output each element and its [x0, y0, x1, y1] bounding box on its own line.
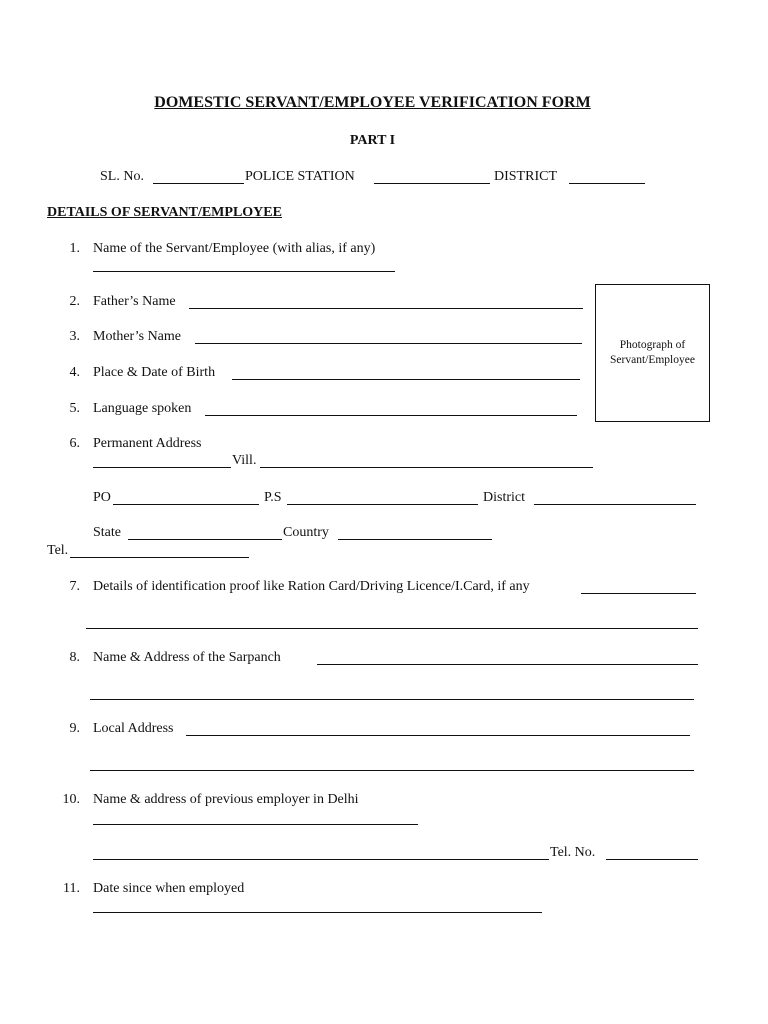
part-label: PART I	[349, 133, 396, 148]
sarpanch-label: Name & Address of the Sarpanch	[93, 650, 281, 665]
ps-label: P.S	[264, 490, 282, 505]
vill-label: Vill.	[232, 453, 257, 468]
servant-name-field[interactable]	[93, 271, 395, 272]
photograph-box	[595, 284, 710, 422]
previous-employer-label: Name & address of previous employer in Delhi	[93, 792, 359, 807]
language-label: Language spoken	[93, 401, 192, 416]
sarpanch-field-line2[interactable]	[90, 699, 694, 700]
item-number-1: 1.	[69, 241, 80, 256]
local-address-label: Local Address	[93, 721, 174, 736]
permanent-address-field[interactable]	[93, 467, 231, 468]
section-title: DETAILS OF SERVANT/EMPLOYEE	[47, 205, 282, 220]
item-number-3: 3.	[69, 329, 80, 344]
district-label: DISTRICT	[494, 169, 557, 184]
previous-employer-field-line2[interactable]	[93, 859, 549, 860]
vill-field[interactable]	[260, 467, 593, 468]
id-proof-field[interactable]	[581, 593, 696, 594]
po-field[interactable]	[113, 504, 259, 505]
form-title: DOMESTIC SERVANT/EMPLOYEE VERIFICATION FORM	[154, 94, 591, 111]
country-field[interactable]	[338, 539, 492, 540]
local-address-field[interactable]	[186, 735, 690, 736]
sarpanch-field[interactable]	[317, 664, 698, 665]
item-number-9: 9.	[69, 721, 80, 736]
address-district-field[interactable]	[534, 504, 696, 505]
address-district-label: District	[483, 490, 525, 505]
local-address-field-line2[interactable]	[90, 770, 694, 771]
tel-label: Tel.	[47, 543, 69, 558]
item-number-11: 11.	[63, 881, 80, 896]
ps-field[interactable]	[287, 504, 478, 505]
tel-field[interactable]	[70, 557, 249, 558]
previous-employer-field[interactable]	[93, 824, 418, 825]
item-number-6: 6.	[69, 436, 80, 451]
item-number-7: 7.	[69, 579, 80, 594]
tel-no-label: Tel. No.	[550, 845, 596, 860]
item-number-8: 8.	[69, 650, 80, 665]
birth-place-date-field[interactable]	[232, 379, 580, 380]
item-number-10: 10.	[62, 792, 80, 807]
id-proof-label: Details of identification proof like Ration Card/Driving Licence/I.Card, if any	[93, 579, 530, 594]
fathers-name-label: Father’s Name	[93, 294, 176, 309]
permanent-address-label: Permanent Address	[93, 436, 202, 451]
item-number-2: 2.	[69, 294, 80, 309]
po-label: PO	[93, 490, 111, 505]
photo-caption-line2: Servant/Employee	[610, 354, 695, 366]
birth-place-date-label: Place & Date of Birth	[93, 365, 216, 380]
district-field[interactable]	[569, 183, 645, 184]
item-number-4: 4.	[69, 365, 80, 380]
employment-date-label: Date since when employed	[93, 881, 245, 896]
employment-date-field[interactable]	[93, 912, 542, 913]
sl-no-label: SL. No.	[100, 169, 144, 184]
servant-name-label: Name of the Servant/Employee (with alias, if any)	[93, 241, 376, 256]
fathers-name-field[interactable]	[189, 308, 583, 309]
police-station-field[interactable]	[374, 183, 490, 184]
police-station-label: POLICE STATION	[245, 169, 355, 184]
photo-caption-line1: Photograph of	[619, 339, 686, 351]
state-label: State	[93, 525, 121, 540]
mothers-name-field[interactable]	[195, 343, 582, 344]
language-field[interactable]	[205, 415, 577, 416]
state-field[interactable]	[128, 539, 282, 540]
tel-no-field[interactable]	[606, 859, 698, 860]
id-proof-field-line2[interactable]	[86, 628, 698, 629]
sl-no-field[interactable]	[153, 183, 244, 184]
mothers-name-label: Mother’s Name	[93, 329, 181, 344]
country-label: Country	[283, 525, 329, 540]
item-number-5: 5.	[69, 401, 80, 416]
